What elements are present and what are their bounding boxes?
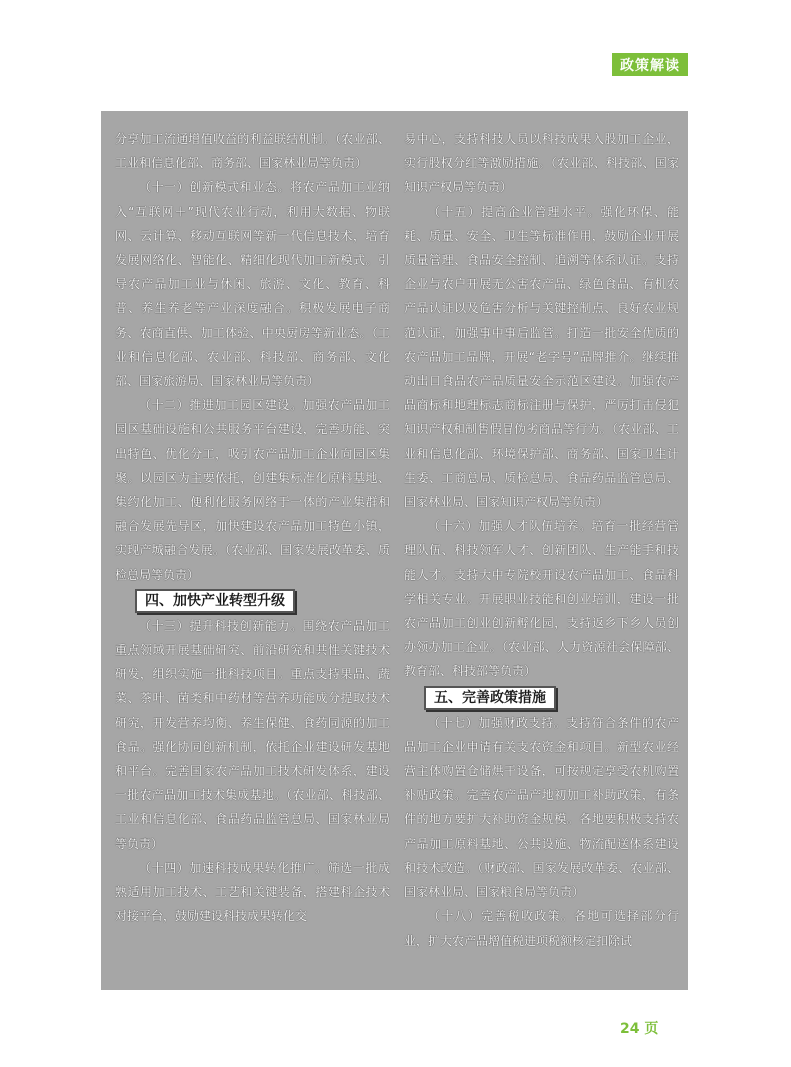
paragraph: （十一）创新模式和业态。将农产品加工业纳入“互联网＋”现代农业行动，利用大数据、物联网、云计算、移动互联网等新一代信息技术，培育发展网络化、智能化、精细化现代加工新模式。引导农产品加工业与休闲、旅游、文化、教育、科普、养生养老等产业深度融合。积极发展电子商务、农商直供、加工体验、中央厨房等新业态。（工业和信息化部、农业部、科技部、商务部、文化部、国家旅游局、国家林业局等负责） [115, 180, 390, 389]
paragraph: 分享加工流通增值收益的利益联结机制。（农业部、工业和信息化部、商务部、国家林业局等负责） [115, 132, 390, 171]
paragraph: （十三）提升科技创新能力。围绕农产品加工重点领域开展基础研究、前沿研究和共性关键技术研发，组织实施一批科技项目。重点支持果品、蔬菜、茶叶、菌类和中药材等营养功能成分提取技术研究，开发营养均衡、养生保健、食药同源的加工食品。强化协同创新机制，依托企业建设研发基地和平台。完善国家农产品加工技术研发体系，建设一批农产品加工技术集成基地。（农业部、科技部、工业和信息化部、食品药品监管总局、国家林业局等负责） [115, 618, 390, 851]
section-heading: 五、完善政策措施 [424, 686, 556, 710]
paragraph: （十五）提高企业管理水平。强化环保、能耗、质量、安全、卫生等标准作用，鼓励企业开展质量管理、食品安全控制、追溯等体系认证。支持企业与农户开展无公害农产品、绿色食品、有机农产品认证以及危害分析与关键控制点、良好农业规范认证，加强事中事后监管。打造一批安全优质的农产品加工品牌，开展“老字号”品牌推介。继续推动出口食品农产品质量安全示范区建设。加强农产品商标和地理标志商标注册与保护，严厉打击侵犯知识产权和制售假冒伪劣商品等行为。（农业部、工业和信息化部、环境保护部、商务部、国家卫生计生委、工商总局、质检总局、食品药品监管总局、国家林业局、国家知识产权局等负责） [404, 204, 679, 510]
section-tag: 政策解读 [612, 53, 688, 76]
paragraph: 易中心，支持科技人员以科技成果入股加工企业，实行股权分红等激励措施。（农业部、科技部、国家知识产权局等负责） [404, 132, 679, 195]
paragraph: （十六）加强人才队伍培养。培育一批经营管理队伍、科技领军人才、创新团队、生产能手和技能人才。支持大中专院校开设农产品加工、食品科学相关专业。开展职业技能和创业培训，建设一批农产品加工创业创新孵化园，支持返乡下乡人员创办领办加工企业。（农业部、人力资源社会保障部、教育部、科技部等负责） [404, 519, 679, 679]
article-panel [101, 111, 688, 990]
paragraph: （十七）加强财政支持。支持符合条件的农产品加工企业申请有关支农资金和项目。新型农业经营主体购置仓储烘干设备，可按规定享受农机购置补贴政策。完善农产品产地初加工补助政策，有条件的地方要扩大补助资金规模。各地要积极支持农产品加工原料基地、公共设施、物流配送体系建设和技术改造。（财政部、国家发展改革委、农业部、国家林业局、国家粮食局等负责） [404, 715, 679, 900]
left-column [115, 127, 390, 929]
page-number: 24 页 [620, 1021, 659, 1037]
paragraph: （十八）完善税收政策。各地可选择部分行业，扩大农产品增值税进项税额核定扣除试 [404, 909, 679, 948]
paragraph: （十二）推进加工园区建设。加强农产品加工园区基础设施和公共服务平台建设，完善功能、突出特色、优化分工，吸引农产品加工企业向园区集聚。以园区为主要依托，创建集标准化原料基地、集约化加工、便利化服务网络于一体的产业集群和融合发展先导区，加快建设农产品加工特色小镇，实现产城融合发展。（农业部、国家发展改革委、质检总局等负责） [115, 398, 390, 582]
paragraph: （十四）加速科技成果转化推广。筛选一批成熟适用加工技术、工艺和关键装备，搭建科企技术对接平台，鼓励建设科技成果转化交 [115, 860, 390, 924]
right-column [404, 127, 679, 953]
section-heading: 四、加快产业转型升级 [135, 589, 295, 613]
